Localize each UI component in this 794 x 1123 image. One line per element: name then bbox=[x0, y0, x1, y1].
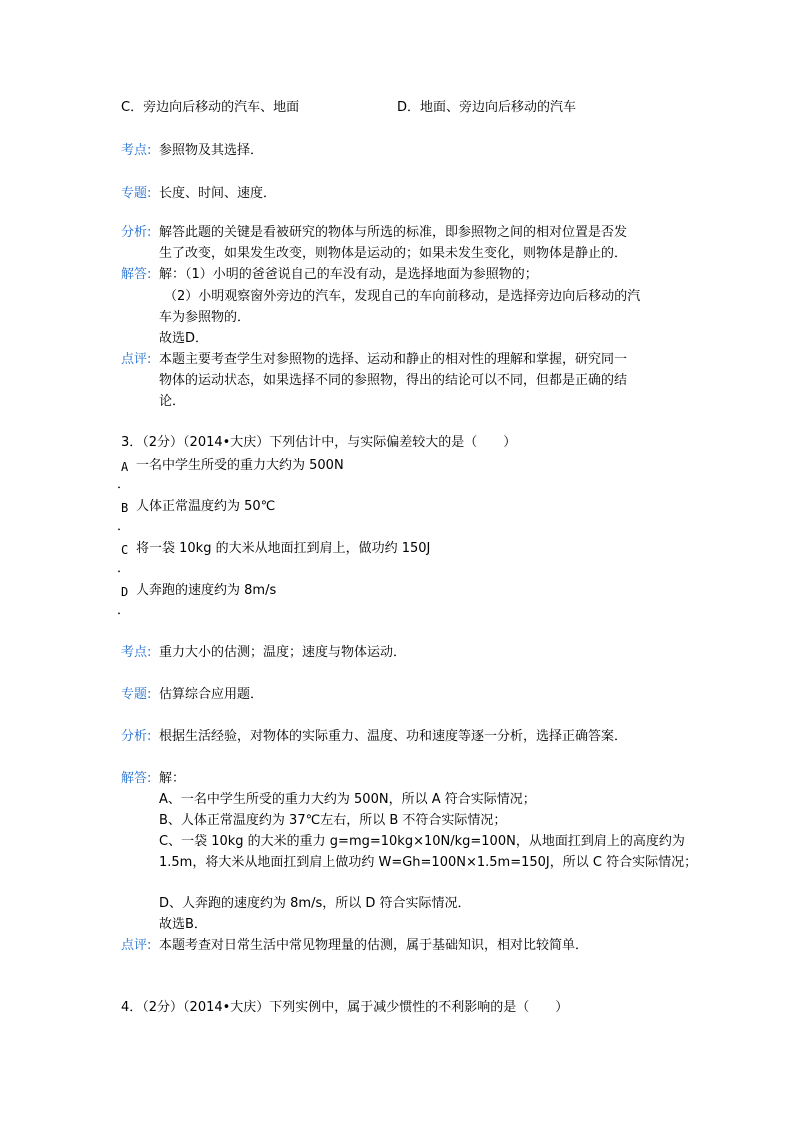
q2-dianping-label: 点评: bbox=[121, 352, 152, 367]
q3-jieda-line: 解： bbox=[159, 771, 186, 786]
q3-option-letter: D bbox=[121, 585, 129, 599]
q2-dianping-line: 物体的运动状态，如果选择不同的参照物，得出的结论可以不同，但都是正确的结 bbox=[159, 373, 628, 388]
q2-dianping-line: 论． bbox=[159, 394, 186, 409]
q2-fenxi-label: 分析: bbox=[121, 225, 152, 240]
q2-zhuanti-text: 长度、时间、速度． bbox=[159, 186, 277, 201]
q3-option-dot: ． bbox=[117, 561, 131, 576]
q2-jieda-line: 车为参照物的． bbox=[159, 310, 251, 325]
q2-kaodian-text: 参照物及其选择． bbox=[159, 143, 264, 158]
q3-kaodian-label: 考点: bbox=[121, 645, 152, 660]
q3-jieda-line: A、一名中学生所受的重力大约为 500N，所以 A 符合实际情况； bbox=[159, 792, 536, 807]
q3-option-text: 人体正常温度约为 50℃ bbox=[136, 499, 276, 514]
q2-jieda-line: （2）小明观察窗外旁边的汽车，发现自己的车向前移动，是选择旁边向后移动的汽 bbox=[164, 289, 641, 304]
q3-stem: 3．（2分）（2014•大庆）下列估计中，与实际偏差较大的是（ ） bbox=[121, 435, 517, 450]
q2-jieda-label: 解答: bbox=[121, 267, 152, 282]
q2-option-d: D．地面、旁边向后移动的汽车 bbox=[397, 100, 577, 115]
q3-fenxi-text: 根据生活经验，对物体的实际重力、温度、功和速度等逐一分析，选择正确答案． bbox=[159, 729, 628, 744]
q3-option-text: 将一袋 10kg 的大米从地面扛到肩上，做功约 150J bbox=[136, 541, 431, 556]
q4-stem: 4．（2分）（2014•大庆）下列实例中，属于减少惯性的不利影响的是（ ） bbox=[121, 1000, 569, 1015]
q3-option-letter: A bbox=[121, 460, 129, 474]
q3-option-text: 一名中学生所受的重力大约为 500N bbox=[136, 458, 344, 473]
q2-dianping-line: 本题主要考查学生对参照物的选择、运动和静止的相对性的理解和掌握，研究同一 bbox=[159, 352, 628, 367]
q2-jieda-line: 故选D． bbox=[159, 331, 209, 346]
q3-jieda-line: C、一袋 10kg 的大米的重力 g=mg=10kg×10N/kg=100N，从地面扛到肩上的高度约为 bbox=[159, 834, 685, 849]
q3-dianping-label: 点评: bbox=[121, 938, 152, 953]
q3-jieda-line: 故选B． bbox=[159, 917, 207, 932]
q3-fenxi-label: 分析: bbox=[121, 729, 152, 744]
q3-option-dot: ． bbox=[117, 477, 131, 492]
q2-zhuanti-label: 专题: bbox=[121, 186, 152, 201]
q2-fenxi-line: 生了改变，如果发生改变，则物体是运动的；如果未发生变化，则物体是静止的． bbox=[159, 246, 628, 261]
q3-option-text: 人奔跑的速度约为 8m/s bbox=[136, 583, 277, 598]
q3-zhuanti-text: 估算综合应用题． bbox=[159, 687, 264, 702]
q3-zhuanti-label: 专题: bbox=[121, 687, 152, 702]
q3-option-letter: C bbox=[121, 543, 129, 557]
q3-kaodian-text: 重力大小的估测；温度；速度与物体运动． bbox=[159, 645, 407, 660]
q2-fenxi-line: 解答此题的关键是看被研究的物体与所选的标准，即参照物之间的相对位置是否发 bbox=[159, 225, 628, 240]
q3-jieda-label: 解答: bbox=[121, 771, 152, 786]
q3-option-dot: ． bbox=[117, 603, 131, 618]
q3-jieda-line: 1.5m，将大米从地面扛到肩上做功约 W=Gh=100N×1.5m=150J，所以 C 符合实际情况； bbox=[159, 855, 698, 870]
q2-option-c: C．旁边向后移动的汽车、地面 bbox=[121, 100, 300, 115]
q3-option-letter: B bbox=[121, 501, 129, 515]
q3-jieda-line: B、人体正常温度约为 37℃左右，所以 B 不符合实际情况； bbox=[159, 813, 507, 828]
q3-dianping-text: 本题考查对日常生活中常见物理量的估测，属于基础知识，相对比较简单． bbox=[159, 938, 589, 953]
q2-kaodian-label: 考点: bbox=[121, 143, 152, 158]
q3-jieda-line: D、人奔跑的速度约为 8m/s，所以 D 符合实际情况． bbox=[159, 896, 471, 911]
q3-option-dot: ． bbox=[117, 519, 131, 534]
q2-jieda-line: 解：（1）小明的爸爸说自己的车没有动，是选择地面为参照物的； bbox=[159, 267, 538, 282]
